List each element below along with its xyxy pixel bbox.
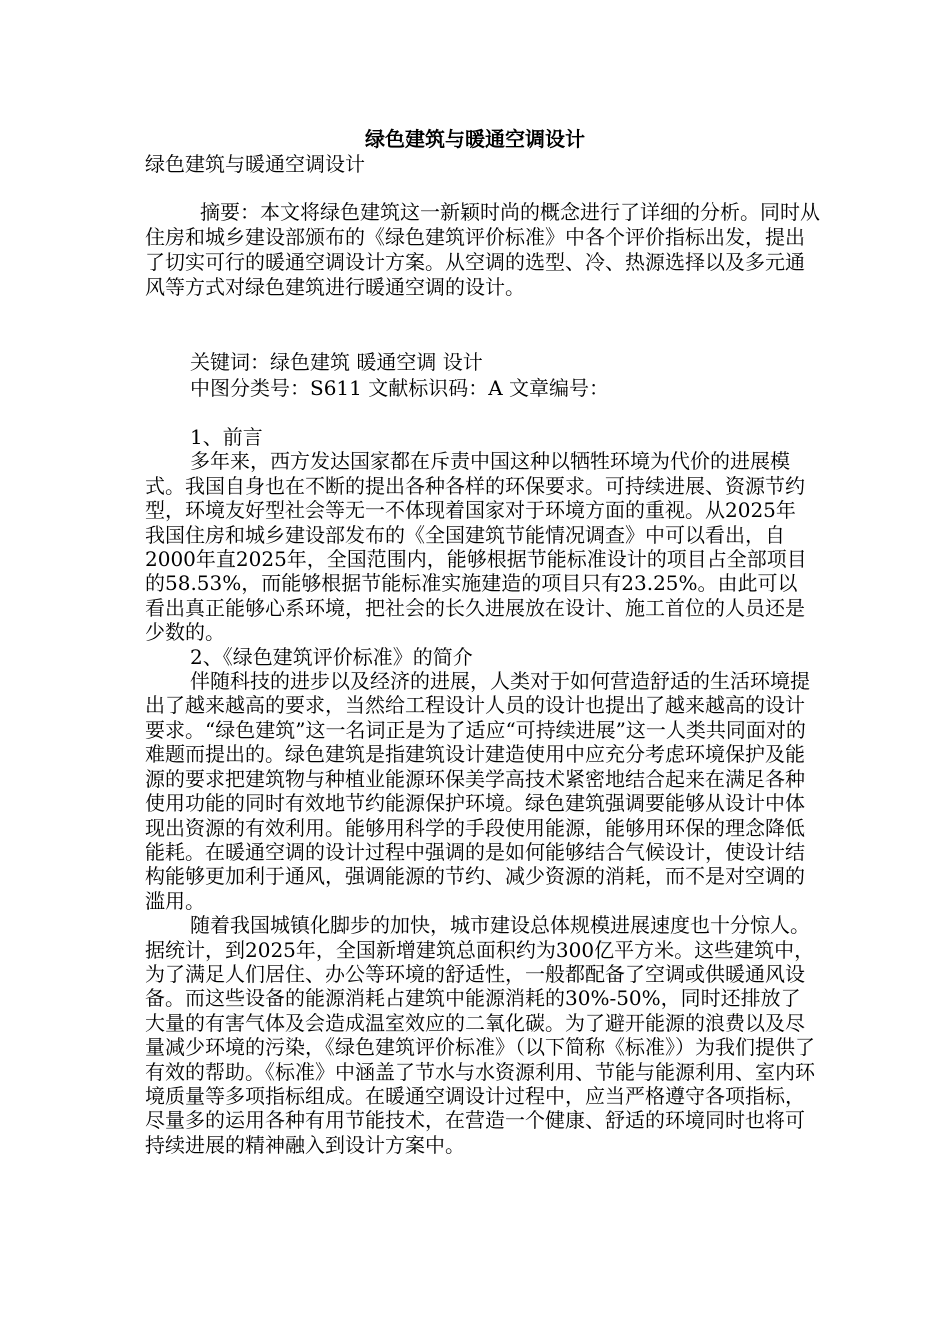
keywords-line: 关键词：绿色建筑 暖通空调 设计 xyxy=(190,350,483,374)
document-subtitle: 绿色建筑与暖通空调设计 xyxy=(145,152,365,176)
section-1-paragraph-1: 多年来，西方发达国家都在斥责中国这种以牺牲环境为代价的进展模式。我国自身也在不断的提出各种各样的环保要求。可持续进展、资源节约型，环境友好型社会等无一不体现着国家对于环境方面的重视。从2025年我国住房和城乡建设部发布的《全国建筑节能情况调查》中可以看出，自2000年直2025年，全国范围内，能够根据节能标准设计的项目占全部项目的58.53%，而能够根据节能标准实施建造的项目只有23.25%。由此可以看出真正能够心系环境，把社会的长久进展放在设计、施工首位的人员还是少数的。 xyxy=(145,449,807,645)
body-text xyxy=(145,425,815,1157)
section-1-heading: 1、前言 xyxy=(190,425,263,449)
section-2-heading: 2、《绿色建筑评价标准》的简介 xyxy=(190,644,473,669)
classification-line: 中图分类号：S611 文献标识码：A 文章编号： xyxy=(190,376,610,400)
section-2-paragraph-1: 伴随科技的进步以及经济的进展，人类对于如何营造舒适的生活环境提出了越来越高的要求，当然给工程设计人员的设计也提出了越来越高的设计要求。“绿色建筑”这一名词正是为了适应“可持续进展”这一人类共同面对的难题而提出的。绿色建筑是指建筑设计建造使用中应充分考虑环境保护及能源的要求把建筑物与种植业能源环保美学高技术紧密地结合起来在满足各种使用功能的同时有效地节约能源保护环境。绿色建筑强调要能够从设计中体现出资源的有效利用。能够用科学的手段使用能源，能够用环保的理念降低能耗。在暖通空调的设计过程中强调的是如何能够结合气候设计，使设计结构能够更加利于通风，强调能源的节约、减少资源的消耗，而不是对空调的滥用。 xyxy=(145,669,810,913)
section-2-paragraph-2: 随着我国城镇化脚步的加快，城市建设总体规模进展速度也十分惊人。据统计，到2025年，全国新增建筑总面积约为300亿平方米。这些建筑中，为了满足人们居住、办公等环境的舒适性，一般都配备了空调或供暖通风设备。而这些设备的能源消耗占建筑中能源消耗的30%-50%，同时还排放了大量的有害气体及会造成温室效应的二氧化碳。为了避开能源的浪费以及尽量减少环境的污染，《绿色建筑评价标准》（以下简称《标准》）为我们提供了有效的帮助。《标准》中涵盖了节水与水资源利用、节能与能源利用、室内环境质量等多项指标组成。在暖通空调设计过程中，应当严格遵守各项指标，尽量多的运用各种有用节能技术，在营造一个健康、舒适的环境同时也将可持续进展的精神融入到设计方案中。 xyxy=(145,913,815,1157)
document-title: 绿色建筑与暖通空调设计 xyxy=(365,127,585,151)
abstract-paragraph: 摘要：本文将绿色建筑这一新颖时尚的概念进行了详细的分析。同时从住房和城乡建设部颁布的《绿色建筑评价标准》中各个评价指标出发，提出了切实可行的暖通空调设计方案。从空调的选型、冷、热源选择以及多元通风等方式对绿色建筑进行暖通空调的设计。 xyxy=(145,200,820,299)
